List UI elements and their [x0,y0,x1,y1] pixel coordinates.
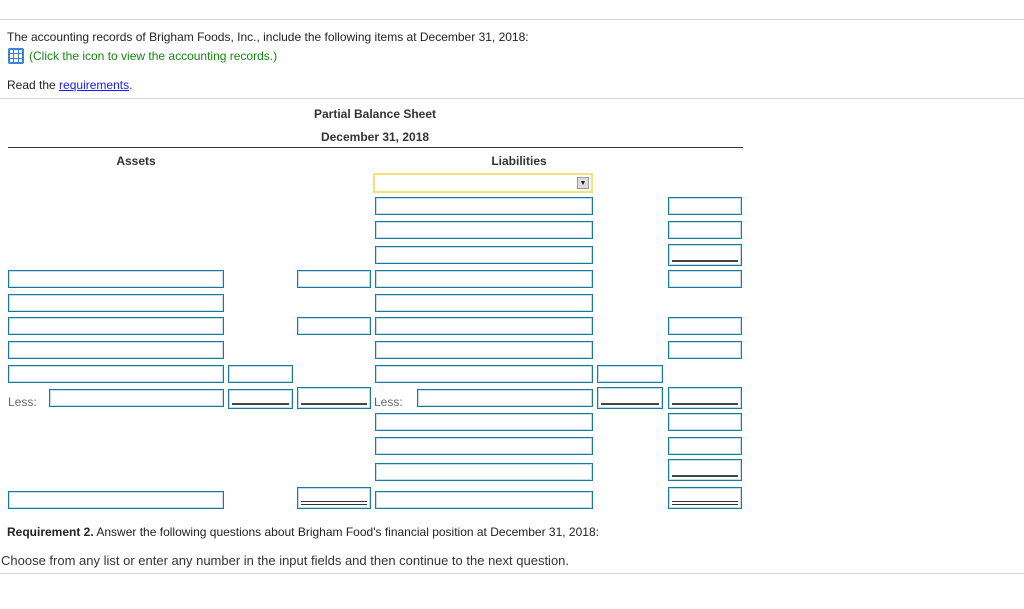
asset-net-input[interactable] [297,387,371,409]
liability-total-input[interactable] [668,437,742,455]
liability-less-account-input[interactable] [417,389,593,407]
liability-less-label: Less: [374,395,403,409]
total-assets-input[interactable] [297,487,371,509]
total-assets-label-input[interactable] [8,491,224,509]
liability-account-input[interactable] [375,317,593,335]
requirement2-text: Requirement 2. Answer the following questions about Brigham Food's financial position at December 31, 2018: [7,525,599,539]
total-liabilities-input[interactable] [668,487,742,509]
asset-account-input[interactable] [8,270,224,288]
liability-total-input[interactable] [668,387,742,409]
view-records-link[interactable]: (Click the icon to view the accounting records.) [29,49,278,63]
liability-account-input[interactable] [375,246,593,264]
liability-account-input[interactable] [375,270,593,288]
liability-account-input[interactable] [375,413,593,431]
intro-text: The accounting records of Brigham Foods, Inc., include the following items at December 31, 2018: [7,30,529,44]
liability-account-input[interactable] [375,197,593,215]
liability-total-input[interactable] [668,341,742,359]
asset-amount-input[interactable] [228,365,293,383]
liability-total-input[interactable] [668,197,742,215]
liability-amount-input[interactable] [597,365,663,383]
asset-account-input[interactable] [8,341,224,359]
liability-total-input[interactable] [668,221,742,239]
asset-account-input[interactable] [8,294,224,312]
divider [0,19,1024,20]
sheet-date: December 31, 2018 [320,130,430,144]
liability-total-input[interactable] [668,244,742,266]
asset-total-input[interactable] [297,317,371,335]
liabilities-category-select[interactable] [373,173,593,193]
liability-total-input[interactable] [668,413,742,431]
liability-total-input[interactable] [668,270,742,288]
total-liabilities-label-input[interactable] [375,491,593,509]
read-suffix: . [129,78,133,92]
divider [0,98,1024,99]
requirements-link[interactable]: requirements [59,78,130,92]
liability-total-input[interactable] [668,459,742,481]
liability-account-input[interactable] [375,221,593,239]
asset-less-account-input[interactable] [49,389,224,407]
instruction-text: Choose from any list or enter any number in the input fields and then continue to the next question. [1,553,570,568]
liabilities-header: Liabilities [491,154,547,168]
liability-total-input[interactable] [668,317,742,335]
divider [0,573,1024,574]
liability-account-input[interactable] [375,437,593,455]
liability-less-amount-input[interactable] [597,387,663,409]
asset-account-input[interactable] [8,365,224,383]
spreadsheet-icon[interactable] [8,48,24,64]
asset-less-amount-input[interactable] [228,389,293,409]
asset-total-input[interactable] [297,270,371,288]
sheet-title: Partial Balance Sheet [313,107,437,121]
chevron-down-icon[interactable]: ▼ [577,177,589,189]
liability-account-input[interactable] [375,365,593,383]
header-rule [8,147,743,148]
liability-account-input[interactable] [375,294,593,312]
read-prefix: Read the [7,78,60,92]
assets-header: Assets [116,154,156,168]
liability-account-input[interactable] [375,463,593,481]
asset-account-input[interactable] [8,317,224,335]
liability-account-input[interactable] [375,341,593,359]
asset-less-label: Less: [8,395,37,409]
